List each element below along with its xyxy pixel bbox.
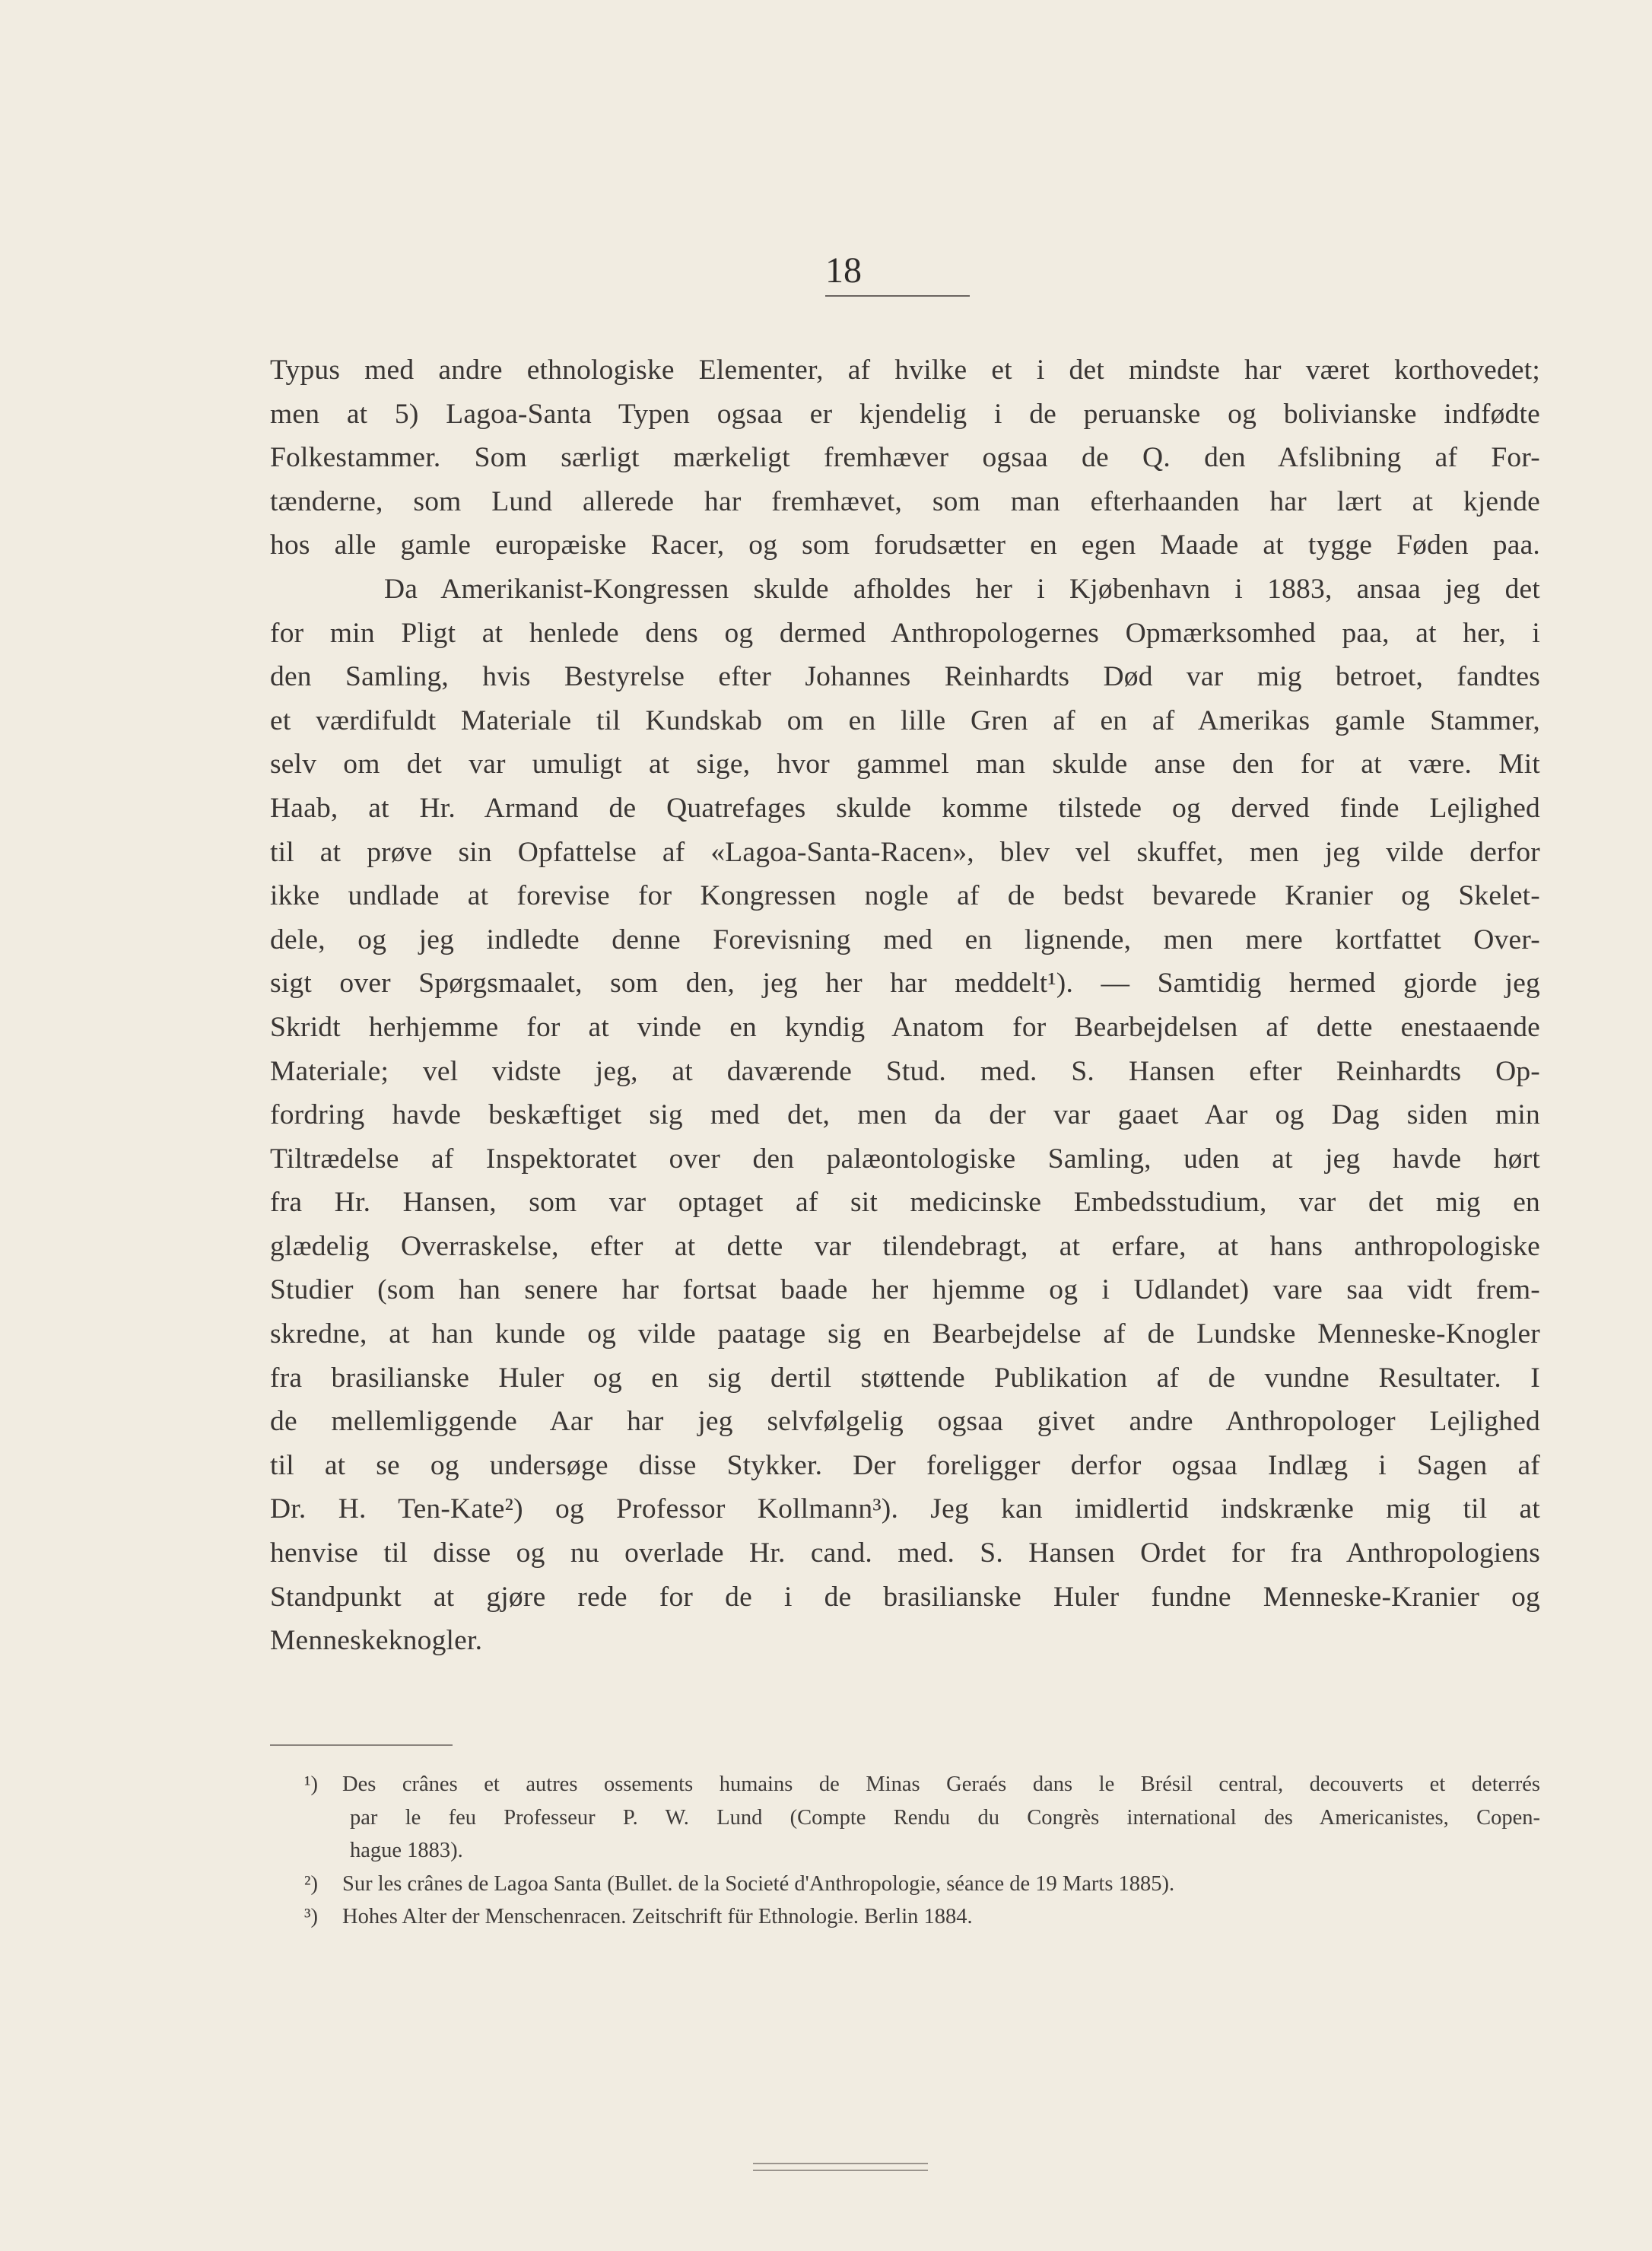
footnote-1-continuation: hague 1883). [350, 1839, 463, 1862]
footnote-text: Hohes Alter der Menschenracen. Zeitschrift für Ethnologie. Berlin 1884. [342, 1905, 973, 1928]
body-line: fra Hr. Hansen, som var optaget af sit medicinske Embedsstudium, var det mig en [270, 1187, 1540, 1219]
body-line: skredne, at han kunde og vilde paatage sig en Bearbejdelse af de Lundske Menneske-Knogler [270, 1318, 1540, 1350]
body-line: hos alle gamle europæiske Racer, og som forudsætter en egen Maade at tygge Føden paa. [270, 529, 1540, 561]
body-line: tænderne, som Lund allerede har fremhævet, som man efterhaanden har lært at kjende [270, 485, 1540, 517]
page-number-underline [825, 295, 970, 297]
body-line: Studier (som han senere har fortsat baade her hjemme og i Udlandet) vare saa vidt frem- [270, 1274, 1540, 1306]
footnote-2 [304, 1868, 1540, 1901]
body-line: henvise til disse og nu overlade Hr. cand. med. S. Hansen Ordet for fra Anthropologiens [270, 1537, 1540, 1569]
body-line: de mellemliggende Aar har jeg selvfølgelig ogsaa givet andre Anthropologer Lejlighed [270, 1406, 1540, 1438]
body-line: Typus med andre ethnologiske Elementer, af hvilke et i det mindste har været korthovedet; [270, 355, 1540, 386]
footnote-text: Sur les crânes de Lagoa Santa (Bullet. de la Societé d'Anthropologie, séance de 19 Marts 1885). [342, 1871, 1175, 1896]
footnote-divider [270, 1744, 453, 1746]
body-line: sigt over Spørgsmaalet, som den, jeg her har meddelt¹). — Samtidig hermed gjorde jeg [270, 968, 1540, 1000]
footnotes [304, 1768, 1540, 1934]
body-line: selv om det var umuligt at sige, hvor gammel man skulde anse den for at være. Mit [270, 749, 1540, 781]
body-line: fra brasilianske Huler og en sig dertil støttende Publikation af de vundne Resultater. I [270, 1362, 1540, 1394]
body-line: glædelig Overraskelse, efter at dette var tilendebragt, at erfare, at hans anthropologiske [270, 1230, 1540, 1262]
bottom-ornament-rule [753, 2163, 928, 2164]
body-line: Dr. H. Ten-Kate²) og Professor Kollmann³). Jeg kan imidlertid indskrænke mig til at [270, 1493, 1540, 1525]
body-text [270, 348, 1540, 1663]
body-line: til at se og undersøge disse Stykker. Der foreligger derfor ogsaa Indlæg i Sagen af [270, 1449, 1540, 1481]
footnote-text: Des crânes et autres ossements humains de Minas Geraés dans le Brésil central, decouverts et deterrés [342, 1773, 1540, 1796]
footnote-1 [304, 1768, 1540, 1801]
page-number: 18 [825, 250, 862, 291]
footnote-1-continuation: par le feu Professeur P. W. Lund (Compte Rendu du Congrès international des Americanistes, Copen- [350, 1805, 1540, 1830]
body-line: Menneskeknogler. [270, 1625, 483, 1657]
body-line: Skridt herhjemme for at vinde en kyndig Anatom for Bearbejdelsen af dette enestaaende [270, 1011, 1540, 1043]
bottom-ornament-rule [753, 2170, 928, 2171]
body-line: den Samling, hvis Bestyrelse efter Johannes Reinhardts Død var mig betroet, fandtes [270, 661, 1540, 693]
footnote-marker: ¹) [304, 1773, 319, 1796]
body-line: Folkestammer. Som særligt mærkeligt fremhæver ogsaa de Q. den Afslibning af For- [270, 442, 1540, 474]
footnote-marker: ²) [304, 1871, 319, 1896]
body-line: Standpunkt at gjøre rede for de i de brasilianske Huler fundne Menneske-Kranier og [270, 1581, 1540, 1613]
body-line: ikke undlade at forevise for Kongressen nogle af de bedst bevarede Kranier og Skelet- [270, 880, 1540, 912]
body-line: til at prøve sin Opfattelse af «Lagoa-Santa-Racen», blev vel skuffet, men jeg vilde derfor [270, 836, 1540, 868]
body-line: Materiale; vel vidste jeg, at daværende Stud. med. S. Hansen efter Reinhardts Op- [270, 1055, 1540, 1087]
footnote-marker: ³) [304, 1905, 319, 1928]
body-line: Tiltrædelse af Inspektoratet over den palæontologiske Samling, uden at jeg havde hørt [270, 1143, 1540, 1175]
footnote-3 [304, 1900, 1540, 1934]
body-line: for min Pligt at henlede dens og dermed Anthropologernes Opmærksomhed paa, at her, i [270, 617, 1540, 649]
body-line: men at 5) Lagoa-Santa Typen ogsaa er kjendelig i de peruanske og bolivianske indfødte [270, 398, 1540, 430]
body-line: et værdifuldt Materiale til Kundskab om en lille Gren af en af Amerikas gamle Stammer, [270, 704, 1540, 736]
body-line: Da Amerikanist-Kongressen skulde afholdes her i Kjøbenhavn i 1883, ansaa jeg det [384, 573, 1540, 605]
body-line: fordring havde beskæftiget sig med det, men da der var gaaet Aar og Dag siden min [270, 1099, 1540, 1131]
body-line: Haab, at Hr. Armand de Quatrefages skulde komme tilstede og derved finde Lejlighed [270, 792, 1540, 824]
body-line: dele, og jeg indledte denne Forevisning med en lignende, men mere kortfattet Over- [270, 924, 1540, 955]
